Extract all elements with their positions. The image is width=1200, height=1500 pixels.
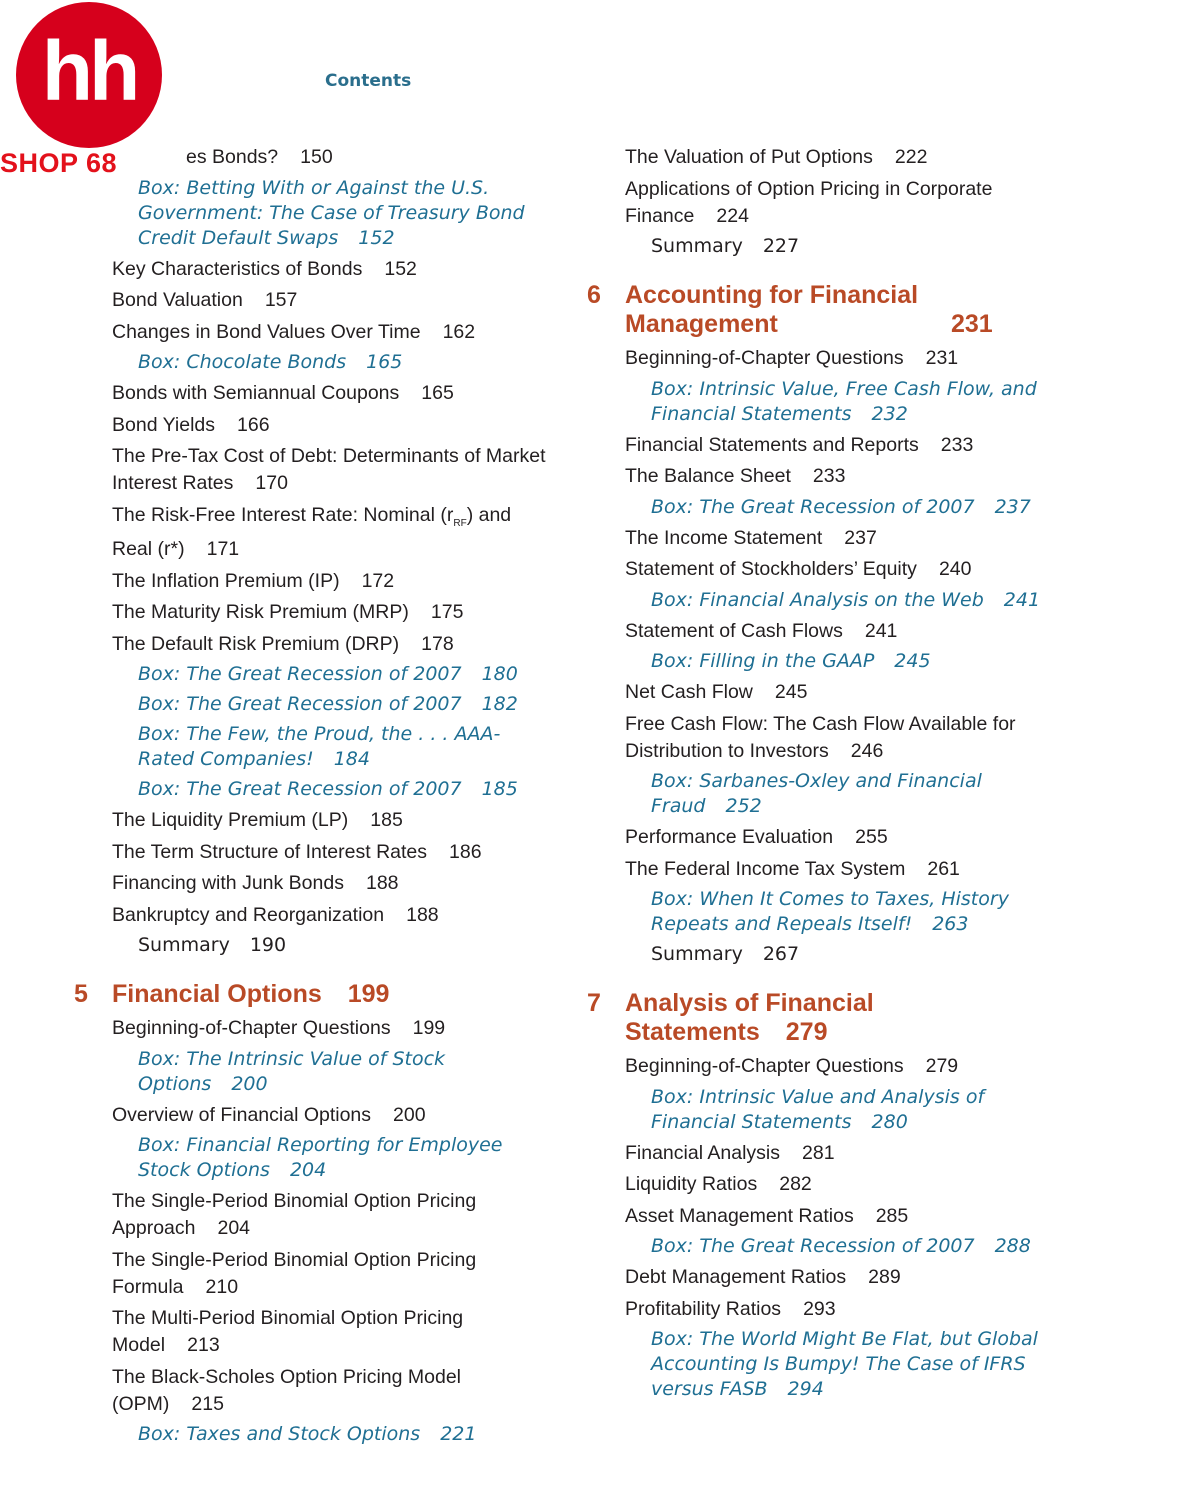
entry-title: Box: Betting With or Against the U.S. Government: The Case of Treasury Bond Credit Default Swaps bbox=[138, 176, 525, 249]
toc-entry[interactable] bbox=[72, 1247, 552, 1301]
toc-entry[interactable] bbox=[585, 711, 1065, 765]
toc-entry[interactable] bbox=[585, 679, 1065, 706]
toc-box-entry[interactable] bbox=[585, 1327, 1065, 1402]
toc-box-entry[interactable] bbox=[585, 377, 1065, 427]
entry-title: Financial Statements and Reports bbox=[625, 433, 919, 456]
entry-page: 185 bbox=[481, 778, 518, 801]
entry-title: Overview of Financial Options bbox=[112, 1103, 372, 1126]
toc-box-entry[interactable] bbox=[72, 692, 552, 717]
toc-entry[interactable] bbox=[585, 525, 1065, 552]
chapter-number: 5 bbox=[74, 980, 88, 1009]
toc-box-entry[interactable] bbox=[585, 769, 1065, 819]
entry-page: 185 bbox=[370, 809, 403, 832]
entry-page: 241 bbox=[864, 619, 898, 642]
chapter-title: Accounting for Financial Management bbox=[625, 281, 919, 338]
entry-title: Statement of Cash Flows bbox=[625, 619, 843, 642]
entry-page: 165 bbox=[421, 382, 454, 404]
toc-entry[interactable] bbox=[585, 176, 1065, 230]
entry-title: Box: The Great Recession of 2007 bbox=[138, 693, 462, 716]
running-head: Contents bbox=[325, 71, 412, 91]
chapter-heading-6[interactable] bbox=[585, 281, 1065, 339]
toc-box-entry[interactable] bbox=[585, 887, 1065, 937]
toc-entry[interactable] bbox=[72, 412, 552, 439]
toc-entry[interactable] bbox=[72, 599, 552, 626]
chapter-title: Financial Options bbox=[112, 980, 322, 1009]
toc-entry[interactable] bbox=[72, 319, 552, 346]
chapter-page: 231 bbox=[951, 310, 993, 338]
chapter-title: Analysis of Financial Statements bbox=[625, 989, 874, 1046]
toc-entry[interactable] bbox=[585, 1264, 1065, 1291]
entry-page: 199 bbox=[412, 1017, 446, 1040]
entry-title: Bankruptcy and Reorganization bbox=[112, 903, 385, 926]
chapter-number: 6 bbox=[587, 281, 601, 309]
chapter-page: 199 bbox=[347, 980, 390, 1009]
entry-page: 170 bbox=[255, 472, 288, 494]
entry-page: 282 bbox=[779, 1173, 812, 1195]
entry-page: 288 bbox=[994, 1235, 1031, 1257]
entry-title: Performance Evaluation bbox=[625, 826, 834, 848]
entry-title: Profitability Ratios bbox=[625, 1297, 782, 1320]
toc-entry[interactable] bbox=[72, 870, 552, 897]
entry-page: 165 bbox=[366, 351, 403, 373]
toc-list bbox=[72, 568, 552, 959]
entry-page: 263 bbox=[932, 913, 969, 935]
toc-box-entry[interactable] bbox=[72, 662, 552, 687]
toc-entry[interactable] bbox=[585, 856, 1065, 883]
entry-title: Beginning-of-Chapter Questions bbox=[625, 1055, 904, 1077]
entry-title: Asset Management Ratios bbox=[625, 1204, 854, 1227]
chapter-number: 7 bbox=[587, 989, 601, 1017]
entry-title: Bond Yields bbox=[112, 413, 215, 436]
entry-page: 240 bbox=[938, 558, 972, 580]
entry-page: 237 bbox=[994, 495, 1031, 518]
entry-page: 204 bbox=[217, 1217, 251, 1240]
entry-page: 210 bbox=[205, 1275, 239, 1298]
entry-title: The Black-Scholes Option Pricing Model (OPM) bbox=[112, 1365, 461, 1415]
toc-entry[interactable] bbox=[585, 1053, 1065, 1080]
entry-page: 152 bbox=[358, 226, 395, 249]
toc-box-entry[interactable] bbox=[585, 649, 1065, 674]
toc-entry[interactable] bbox=[72, 380, 552, 407]
entry-title: The Maturity Risk Premium (MRP) bbox=[112, 601, 409, 624]
entry-page: 279 bbox=[925, 1055, 959, 1077]
toc-entry[interactable] bbox=[72, 568, 552, 595]
entry-title: Bond Valuation bbox=[112, 289, 243, 311]
entry-page: 213 bbox=[187, 1334, 220, 1357]
entry-title: The Valuation of Put Options bbox=[625, 146, 873, 168]
entry-title: Box: The Great Recession of 2007 bbox=[651, 1235, 975, 1257]
entry-title: Box: The Great Recession of 2007 bbox=[138, 778, 462, 801]
entry-title: Financial Analysis bbox=[625, 1141, 780, 1164]
toc-list bbox=[585, 144, 1065, 259]
entry-page: 227 bbox=[762, 235, 800, 257]
entry-page: 245 bbox=[894, 650, 931, 672]
entry-title: The Income Statement bbox=[625, 526, 823, 549]
chapter-page: 279 bbox=[785, 1018, 828, 1046]
entry-page: 224 bbox=[716, 204, 749, 227]
entry-title: Box: Financial Analysis on the Web bbox=[651, 588, 984, 611]
entry-page: 162 bbox=[442, 320, 476, 343]
entry-page: 289 bbox=[868, 1266, 901, 1288]
toc-entry[interactable] bbox=[585, 1203, 1065, 1230]
entry-title: Liquidity Ratios bbox=[625, 1173, 758, 1195]
chapter-heading-5[interactable] bbox=[72, 980, 552, 1009]
entry-page: 150 bbox=[300, 146, 333, 168]
entry-page: 204 bbox=[289, 1159, 327, 1182]
toc-entry[interactable] bbox=[585, 556, 1065, 583]
entry-page: 157 bbox=[264, 289, 298, 311]
entry-page: 184 bbox=[333, 748, 370, 771]
entry-title: Box: The World Might Be Flat, but Global Accounting Is Bumpy! The Case of IFRS versus FASB bbox=[651, 1328, 1038, 1400]
toc-summary-entry[interactable] bbox=[585, 234, 1065, 259]
entry-page: 175 bbox=[430, 601, 464, 624]
entry-page: 237 bbox=[844, 526, 877, 549]
entry-title: Box: The Great Recession of 2007 bbox=[651, 495, 975, 518]
entry-page: 233 bbox=[940, 433, 974, 456]
toc-entry[interactable] bbox=[72, 256, 552, 283]
subscript: RF bbox=[453, 517, 467, 529]
entry-title: The Pre-Tax Cost of Debt: Determinants of Market Interest Rates bbox=[112, 445, 546, 494]
entry-page: 261 bbox=[927, 857, 960, 880]
toc-box-entry[interactable] bbox=[72, 777, 552, 802]
entry-title: Net Cash Flow bbox=[625, 681, 753, 703]
toc-summary-entry[interactable] bbox=[72, 933, 552, 958]
entry-title: Financing with Junk Bonds bbox=[112, 872, 344, 895]
entry-page: 241 bbox=[1003, 588, 1041, 611]
toc-list bbox=[72, 1015, 552, 1447]
toc-entry[interactable] bbox=[585, 463, 1065, 490]
entry-page: 190 bbox=[249, 934, 287, 957]
entry-title: Summary bbox=[651, 943, 743, 965]
entry-page: 182 bbox=[481, 693, 518, 716]
entry-page: 252 bbox=[725, 795, 762, 817]
entry-title: es Bonds? bbox=[186, 146, 279, 168]
entry-title: Box: Sarbanes-Oxley and Financial Fraud bbox=[651, 770, 982, 817]
toc-left-column bbox=[72, 144, 552, 1452]
entry-page: 215 bbox=[191, 1392, 224, 1415]
entry-title: Box: When It Comes to Taxes, History Repeats and Repeals Itself! bbox=[651, 888, 1009, 935]
entry-title: Box: The Great Recession of 2007 bbox=[138, 663, 462, 686]
toc-entry[interactable] bbox=[72, 443, 552, 497]
entry-page: 294 bbox=[787, 1378, 824, 1400]
watermark-logo bbox=[16, 2, 162, 148]
entry-title: The Federal Income Tax System bbox=[625, 857, 906, 880]
entry-page: 186 bbox=[449, 840, 482, 863]
entry-title: The Balance Sheet bbox=[625, 465, 791, 487]
toc-entry[interactable] bbox=[72, 902, 552, 929]
toc-entry[interactable] bbox=[585, 345, 1065, 372]
toc-box-entry[interactable] bbox=[585, 588, 1065, 613]
entry-title: Beginning-of-Chapter Questions bbox=[625, 347, 904, 369]
toc-box-entry[interactable] bbox=[585, 495, 1065, 520]
toc-box-entry[interactable] bbox=[72, 1422, 552, 1447]
toc-entry[interactable] bbox=[72, 1188, 552, 1242]
entry-title: Summary bbox=[651, 235, 743, 257]
toc-box-entry[interactable] bbox=[72, 722, 552, 772]
entry-title: Box: The Few, the Proud, the . . . AAA-Rated Companies! bbox=[138, 723, 501, 771]
toc-entry[interactable] bbox=[72, 287, 552, 314]
entry-title: The Inflation Premium (IP) bbox=[112, 569, 340, 592]
entry-title: Debt Management Ratios bbox=[625, 1266, 847, 1288]
toc-entry[interactable] bbox=[585, 144, 1065, 171]
chapter-heading-7[interactable] bbox=[585, 989, 1065, 1047]
entry-page: 188 bbox=[365, 872, 399, 895]
toc-box-entry[interactable] bbox=[72, 176, 552, 251]
entry-title: The Risk-Free Interest Rate: Nominal (r bbox=[112, 503, 454, 526]
entry-title: Box: Taxes and Stock Options bbox=[138, 1423, 421, 1446]
entry-title: Box: Filling in the GAAP bbox=[651, 650, 875, 672]
toc-box-entry[interactable] bbox=[72, 350, 552, 375]
toc-entry[interactable] bbox=[585, 1140, 1065, 1167]
toc-entry[interactable] bbox=[72, 839, 552, 866]
entry-page: 178 bbox=[421, 632, 454, 655]
logo-text: hh bbox=[41, 24, 137, 118]
entry-page: 188 bbox=[406, 903, 439, 926]
toc-entry[interactable] bbox=[72, 144, 552, 171]
toc-entry[interactable] bbox=[72, 1364, 552, 1418]
entry-title: The Liquidity Premium (LP) bbox=[112, 809, 349, 832]
entry-title: Box: The Intrinsic Value of Stock Options bbox=[138, 1047, 446, 1095]
entry-title-suffix: ) and Real (r*) bbox=[112, 503, 512, 561]
toc-entry[interactable] bbox=[72, 807, 552, 834]
toc-list bbox=[585, 345, 1065, 967]
entry-page: 280 bbox=[871, 1110, 908, 1133]
entry-title: Box: Financial Reporting for Employee Stock Options bbox=[138, 1134, 503, 1182]
toc-box-entry[interactable] bbox=[585, 1085, 1065, 1135]
entry-title: Box: Intrinsic Value and Analysis of Financial Statements bbox=[651, 1085, 985, 1133]
entry-page: 232 bbox=[871, 402, 908, 425]
entry-page: 233 bbox=[812, 465, 846, 487]
toc-entry-risk-free[interactable] bbox=[72, 502, 552, 564]
toc-entry[interactable] bbox=[585, 618, 1065, 645]
entry-page: 285 bbox=[875, 1204, 909, 1227]
entry-title: Bonds with Semiannual Coupons bbox=[112, 382, 400, 404]
entry-page: 246 bbox=[850, 739, 884, 762]
toc-entry[interactable] bbox=[72, 1102, 552, 1129]
toc-entry[interactable] bbox=[72, 1305, 552, 1359]
toc-entry[interactable] bbox=[585, 432, 1065, 459]
entry-page: 171 bbox=[206, 538, 240, 561]
toc-entry[interactable] bbox=[585, 1171, 1065, 1198]
entry-page: 293 bbox=[803, 1297, 836, 1320]
entry-title: The Term Structure of Interest Rates bbox=[112, 840, 428, 863]
entry-page: 200 bbox=[231, 1072, 268, 1095]
entry-title: Beginning-of-Chapter Questions bbox=[112, 1017, 391, 1040]
entry-title: Summary bbox=[138, 934, 230, 957]
entry-page: 152 bbox=[384, 257, 417, 280]
entry-title: The Single-Period Binomial Option Pricing Formula bbox=[112, 1248, 477, 1298]
entry-title: Statement of Stockholders’ Equity bbox=[625, 558, 917, 580]
entry-title: Box: Intrinsic Value, Free Cash Flow, and Financial Statements bbox=[651, 377, 1037, 425]
entry-page: 166 bbox=[237, 413, 270, 436]
entry-page: 255 bbox=[855, 826, 888, 848]
toc-entry[interactable] bbox=[585, 824, 1065, 851]
toc-box-entry[interactable] bbox=[72, 1047, 552, 1097]
entry-title: Box: Chocolate Bonds bbox=[138, 351, 347, 373]
entry-title: Free Cash Flow: The Cash Flow Available for Distribution to Investors bbox=[625, 712, 1016, 762]
entry-title: The Default Risk Premium (DRP) bbox=[112, 632, 400, 655]
entry-page: 231 bbox=[925, 347, 959, 369]
toc-entry[interactable] bbox=[585, 1296, 1065, 1323]
entry-page: 172 bbox=[361, 569, 395, 592]
entry-page: 245 bbox=[774, 681, 808, 703]
toc-box-entry[interactable] bbox=[585, 1234, 1065, 1259]
entry-title: The Single-Period Binomial Option Pricing Approach bbox=[112, 1190, 477, 1240]
entry-page: 180 bbox=[481, 663, 518, 686]
toc-box-entry[interactable] bbox=[72, 1133, 552, 1183]
toc-list bbox=[72, 176, 552, 498]
watermark-shop-text: SHOP 68 bbox=[0, 148, 118, 178]
toc-entry[interactable] bbox=[72, 631, 552, 658]
entry-page: 267 bbox=[762, 943, 800, 965]
toc-entry[interactable] bbox=[72, 1015, 552, 1042]
entry-page: 200 bbox=[393, 1103, 426, 1126]
entry-title: Key Characteristics of Bonds bbox=[112, 257, 363, 280]
entry-page: 222 bbox=[894, 146, 928, 168]
toc-list bbox=[585, 1053, 1065, 1402]
entry-title: The Multi-Period Binomial Option Pricing Model bbox=[112, 1307, 464, 1357]
entry-page: 221 bbox=[440, 1423, 477, 1446]
entry-title: Changes in Bond Values Over Time bbox=[112, 320, 421, 343]
entry-page: 281 bbox=[802, 1141, 835, 1164]
entry-title: Applications of Option Pricing in Corporate Finance bbox=[625, 177, 993, 227]
toc-summary-entry[interactable] bbox=[585, 942, 1065, 967]
toc-right-column bbox=[585, 144, 1065, 1407]
